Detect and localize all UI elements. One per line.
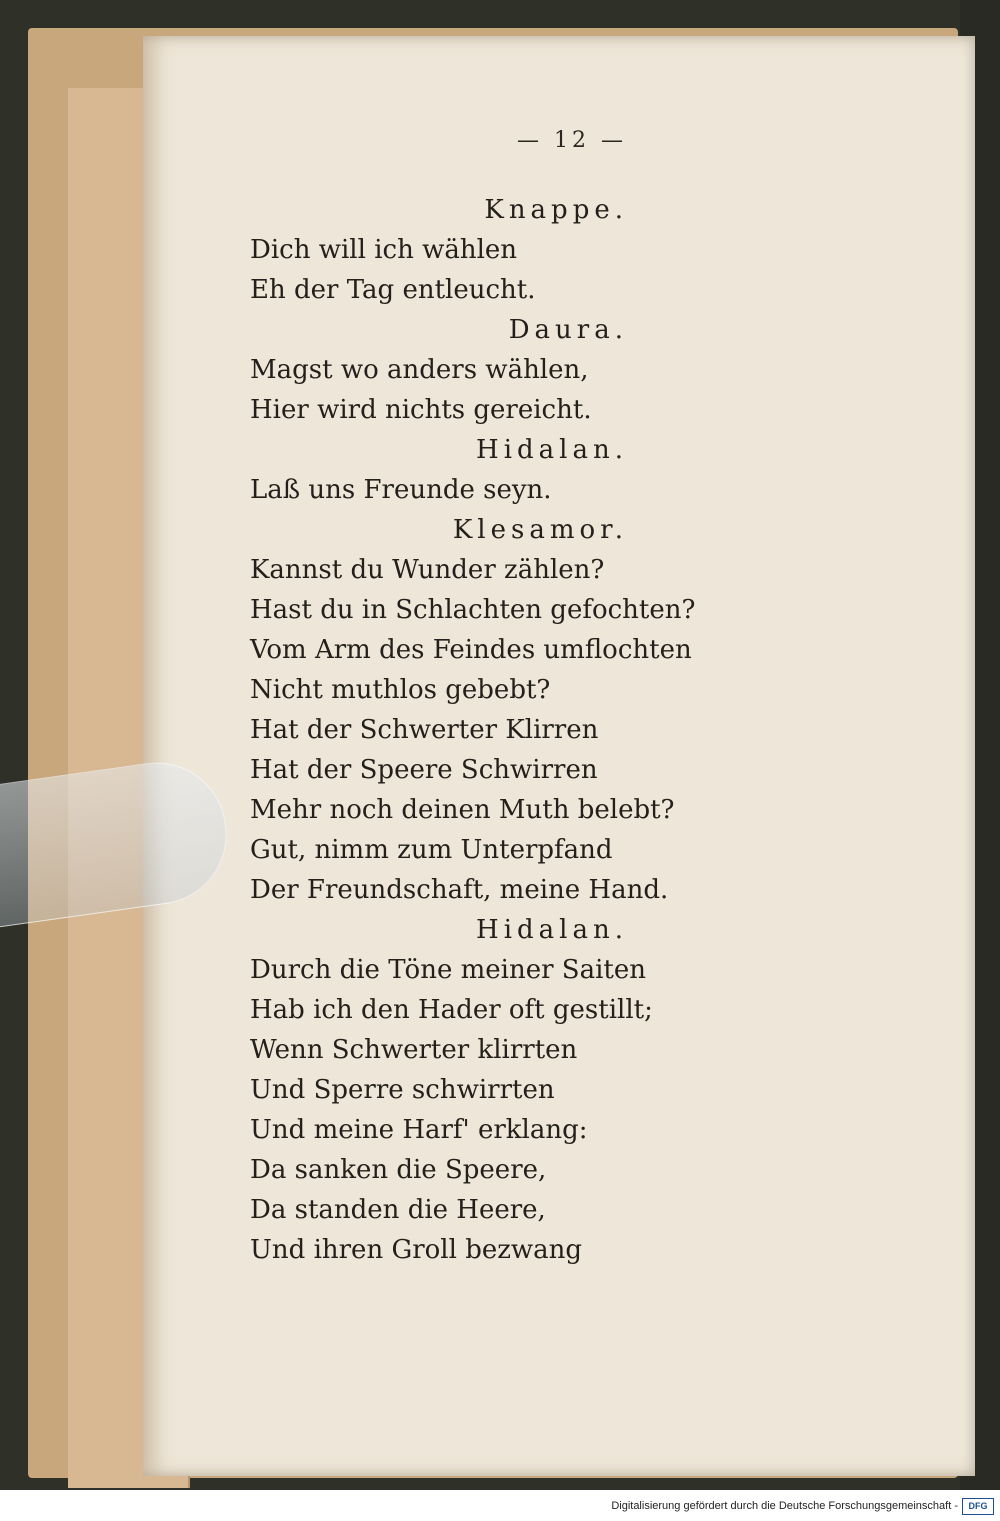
verse-line: Hat der Schwerter Klirren (250, 715, 599, 745)
verse-line: Dich will ich wählen (250, 235, 518, 265)
verse-line: Hast du in Schlachten gefochten? (250, 595, 696, 625)
dfg-logo-icon: DFG (962, 1498, 994, 1515)
speaker-name: Daura. (508, 315, 628, 345)
verse-line: Gut, nimm zum Unterpfand (250, 835, 613, 865)
verse-line: Hab ich den Hader oft gestillt; (250, 995, 653, 1025)
speaker-name: Klesamor. (452, 515, 628, 545)
verse-line: Laß uns Freunde seyn. (250, 475, 552, 505)
verse-line: Nicht muthlos gebebt? (250, 675, 551, 705)
verse-line: Eh der Tag entleucht. (250, 275, 536, 305)
page-number: — 12 — (517, 128, 627, 153)
verse-line: Mehr noch deinen Muth belebt? (250, 795, 675, 825)
verse-line: Durch die Töne meiner Saiten (250, 955, 646, 985)
verse-line: Und ihren Groll bezwang (250, 1235, 583, 1265)
verse-line: Und Sperre schwirrten (250, 1075, 555, 1105)
speaker-name: Hidalan. (476, 435, 628, 465)
verse-line: Hier wird nichts gereicht. (250, 395, 592, 425)
verse-line: Kannst du Wunder zählen? (250, 555, 605, 585)
verse-text (250, 190, 710, 1270)
verse-line: Und meine Harf' erklang: (250, 1115, 588, 1145)
speaker-name: Hidalan. (476, 915, 628, 945)
verse-line: Da sanken die Speere, (250, 1155, 547, 1185)
verse-line: Da standen die Heere, (250, 1195, 546, 1225)
verse-line: Magst wo anders wählen, (250, 355, 589, 385)
verse-line: Hat der Speere Schwirren (250, 755, 598, 785)
funding-credit: Digitalisierung gefördert durch die Deutsche Forschungsgemeinschaft - (611, 1500, 958, 1512)
verse-line: Vom Arm des Feindes umflochten (250, 635, 692, 665)
footer-bar (0, 1490, 1000, 1521)
verse-line: Wenn Schwerter klirrten (250, 1035, 578, 1065)
speaker-name: Knappe. (484, 195, 628, 225)
verse-line: Der Freundschaft, meine Hand. (250, 875, 669, 905)
